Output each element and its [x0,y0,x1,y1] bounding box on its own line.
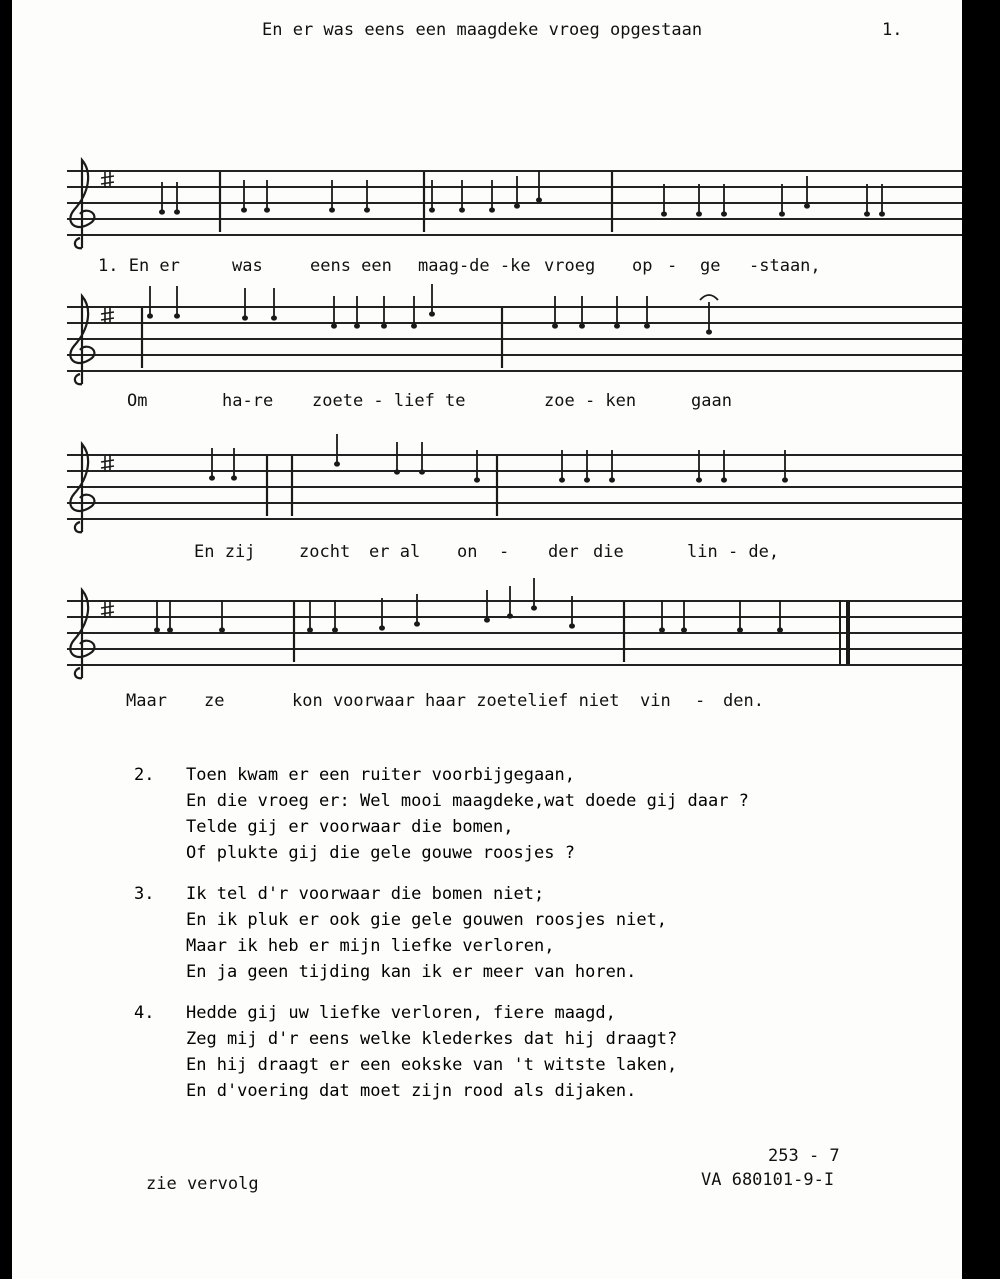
lyric-syllable: ha-re [222,391,274,411]
music-notation [12,0,962,740]
verse-line: Toen kwam er een ruiter voorbijgegaan, [186,765,575,785]
sharp-icon [101,306,114,324]
verse-line: Ik tel d'r voorwaar die bomen niet; [186,884,545,904]
verse-number: 4. [134,1003,155,1023]
sharp-icon [101,600,114,618]
lyric-syllable: -staan, [749,256,821,276]
song-title: En er was eens een maagdeke vroeg opgestaan [262,20,703,40]
lyric-syllable: die [593,542,624,562]
lyric-syllable: vroeg [544,256,596,276]
lyric-syllable: zoete - lief te [312,391,466,411]
lyric-syllable: kon voorwaar haar zoetelief niet [292,691,620,711]
fermata-icon [700,295,718,300]
verse-number: 2. [134,765,155,785]
lyric-syllable: eens een [310,256,392,276]
treble-clef-icon [70,160,94,248]
verse-line: Zeg mij d'r eens welke klederkes dat hij draagt? [186,1029,678,1049]
sheet-page [12,0,962,1279]
lyric-syllable: - [499,542,510,562]
lyric-syllable: der [548,542,579,562]
lyric-syllable: maag-de -ke [418,256,531,276]
sharp-icon [101,454,114,472]
lyric-syllable: ze [204,691,225,711]
lyric-syllable: Maar [126,691,167,711]
lyric-syllable: vin [640,691,671,711]
sharp-icon [101,170,114,188]
lyric-syllable: ge [700,256,721,276]
lyric-syllable: - [695,691,706,711]
catalog-number: 253 - 7 [768,1146,840,1166]
lyric-syllable: er al [369,542,421,562]
verse-line: En d'voering dat moet zijn rood als dijaken. [186,1081,637,1101]
verse-line: Telde gij er voorwaar die bomen, [186,817,514,837]
page-number: 1. [882,20,903,40]
continued-note: zie vervolg [146,1174,259,1194]
lyric-syllable: lin - de, [687,542,780,562]
lyric-syllable: 1. En er [98,256,180,276]
verse-line: En ja geen tijding kan ik er meer van horen. [186,962,637,982]
verse-line: Of plukte gij die gele gouwe roosjes ? [186,843,575,863]
treble-clef-icon [70,590,94,678]
verse-line: En ik pluk er ook gie gele gouwen roosjes niet, [186,910,668,930]
lyric-syllable: was [232,256,263,276]
verse-line: Maar ik heb er mijn liefke verloren, [186,936,555,956]
lyric-syllable: Om [127,391,148,411]
verse-line: En die vroeg er: Wel mooi maagdeke,wat doede gij daar ? [186,791,749,811]
treble-clef-icon [70,444,94,532]
lyric-syllable: on [457,542,478,562]
verse-number: 3. [134,884,155,904]
lyric-syllable: den. [723,691,764,711]
lyric-syllable: gaan [691,391,732,411]
treble-clef-icon [70,296,94,384]
lyric-syllable: - [667,256,678,276]
verse-line: En hij draagt er een eokske van 't witste laken, [186,1055,678,1075]
lyric-syllable: zocht [299,542,351,562]
lyric-syllable: zoe - ken [544,391,637,411]
verse-line: Hedde gij uw liefke verloren, fiere maagd, [186,1003,616,1023]
lyric-syllable: op [632,256,653,276]
lyric-syllable: En zij [194,542,256,562]
archive-code: VA 680101-9-I [701,1170,835,1190]
